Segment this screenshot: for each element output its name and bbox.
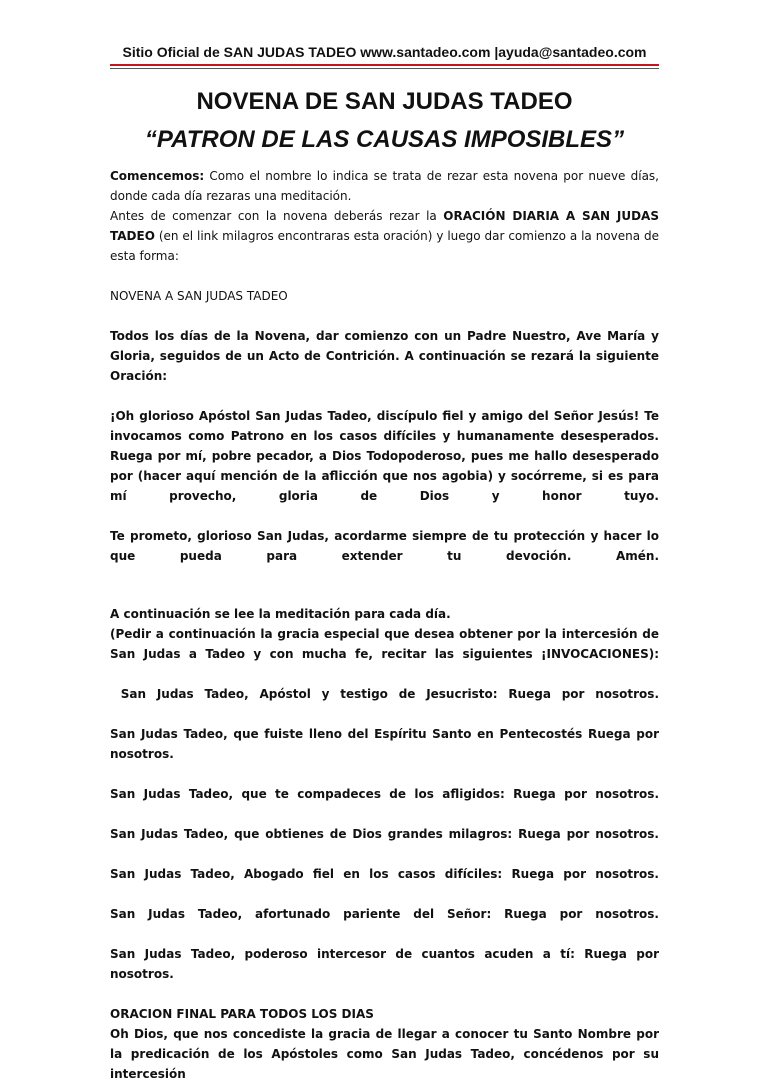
invocation: San Judas Tadeo, afortunado pariente del Señor: Ruega por nosotros. <box>110 907 659 921</box>
invocation: San Judas Tadeo, que obtienes de Dios grandes milagros: Ruega por nosotros. <box>110 827 659 841</box>
header-rule-dark <box>110 68 659 69</box>
request-paragraph: (Pedir a continuación la gracia especial que desea obtener por la intercesión de San Judas a Tadeo y con mucha fe, recitar las siguientes ¡INVOCACIONES): <box>110 627 659 661</box>
meditation-line: A continuación se lee la meditación para cada día. <box>110 607 451 621</box>
intro-lead: Comencemos: <box>110 169 205 183</box>
intro-paragraph-2 <box>110 206 659 266</box>
document-title: NOVENA DE SAN JUDAS TADEO <box>196 88 573 115</box>
invocation: San Judas Tadeo, Apóstol y testigo de Jesucristo: Ruega por nosotros. <box>110 687 659 701</box>
promise-paragraph: Te prometo, glorioso San Judas, acordarme siempre de tu protección y hacer lo que pueda para extender tu devoción. Amén. <box>110 529 659 563</box>
intro-p2-end: (en el link milagros encontraras esta oración) y luego dar comienzo a la novena de esta forma: <box>110 229 659 263</box>
header-rule-red <box>110 64 659 66</box>
section-title: NOVENA A SAN JUDAS TADEO <box>110 289 288 303</box>
invocation: San Judas Tadeo, que fuiste lleno del Espíritu Santo en Pentecostés Ruega por nosotros. <box>110 727 659 761</box>
intro-text: Como el nombre lo indica se trata de rezar esta novena por nueve días, donde cada día rezaras una meditación. <box>110 169 659 203</box>
site-header: Sitio Oficial de SAN JUDAS TADEO www.santadeo.com |ayuda@santadeo.com <box>122 44 647 60</box>
intro-p2-start: Antes de comenzar con la novena deberás rezar la <box>110 209 444 223</box>
instructions-paragraph: Todos los días de la Novena, dar comienzo con un Padre Nuestro, Ave María y Gloria, seguidos de un Acto de Contrición. A continuación se rezará la siguiente Oración: <box>110 329 659 383</box>
invocation: San Judas Tadeo, poderoso intercesor de cuantos acuden a tí: Ruega por nosotros. <box>110 947 659 981</box>
invocation: San Judas Tadeo, que te compadeces de los afligidos: Ruega por nosotros. <box>110 787 659 801</box>
intro-p2-bold: ORACIÓN DIARIA A SAN JUDAS TADEO <box>110 209 659 243</box>
document-subtitle: “PATRON DE LAS CAUSAS IMPOSIBLES” <box>144 126 625 153</box>
intro-paragraph <box>110 166 659 206</box>
final-prayer-text: Oh Dios, que nos concediste la gracia de llegar a conocer tu Santo Nombre por la predicación de los Apóstoles como San Judas Tadeo, concédenos por su intercesión <box>110 1027 659 1081</box>
invocation: San Judas Tadeo, Abogado fiel en los casos difíciles: Ruega por nosotros. <box>110 867 659 881</box>
document-body <box>110 166 659 1084</box>
prayer-paragraph: ¡Oh glorioso Apóstol San Judas Tadeo, discípulo fiel y amigo del Señor Jesús! Te invocamos como Patrono en los casos difíciles y humanamente desesperados. Ruega por mí, pobre pecador, a Dios Todopoderoso, pues me hallo desesperado por (hacer aquí mención de la aflicción que nos agobia) y socórreme, si es para mí provecho, gloria de Dios y honor tuyo. <box>110 409 659 503</box>
final-prayer-title: ORACION FINAL PARA TODOS LOS DIAS <box>110 1007 374 1021</box>
